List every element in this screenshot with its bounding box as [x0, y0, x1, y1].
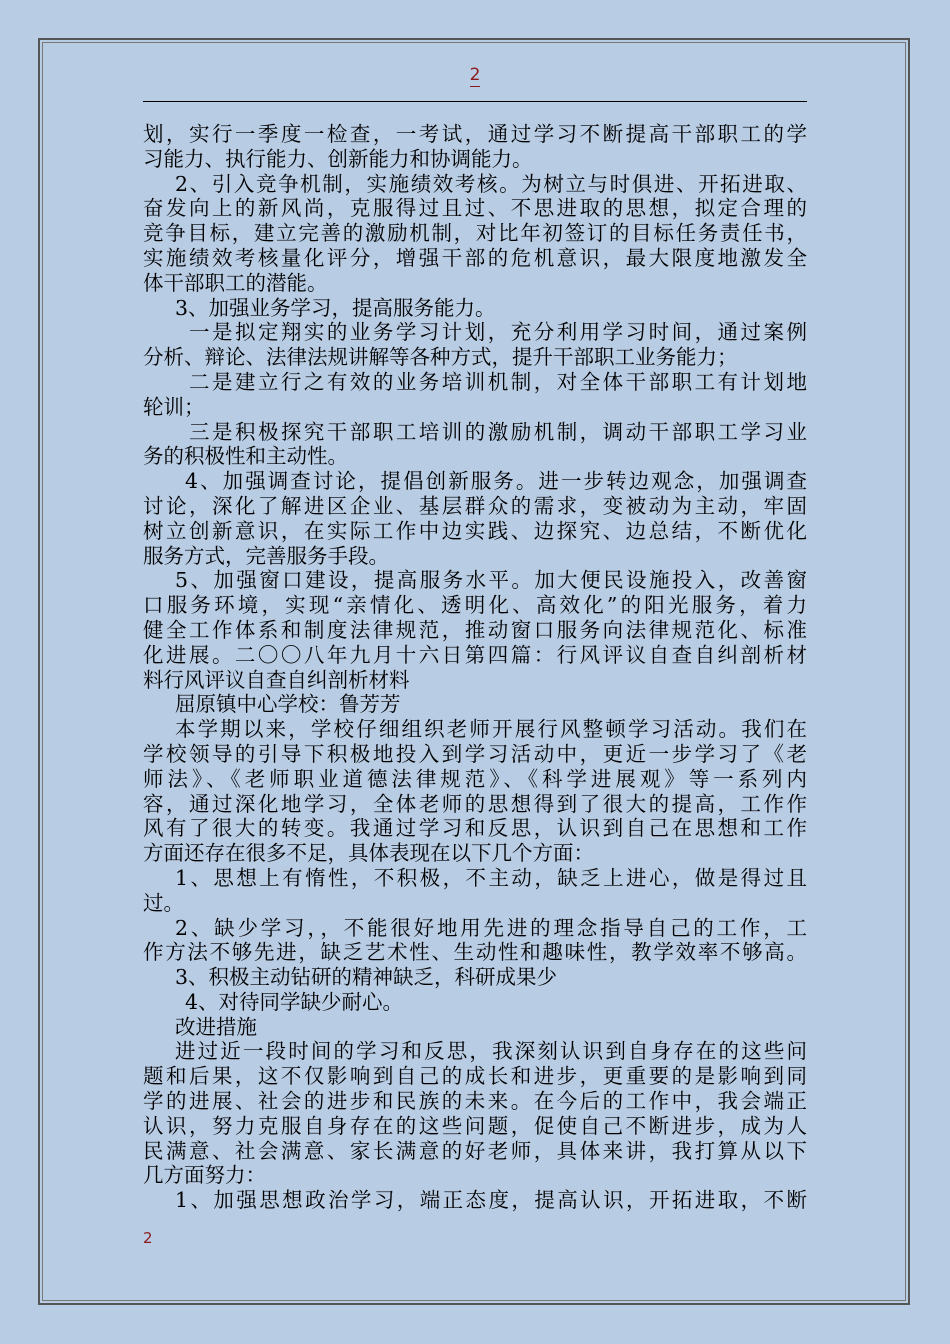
text-line: 习能力、执行能力、创新能力和协调能力。: [143, 146, 533, 171]
text-line: 二是建立行之有效的业务培训机制，对全体干部职工有计划地: [189, 369, 807, 394]
text-line: 方面还存在很多不足，具体表现在以下几个方面：: [143, 841, 594, 866]
text-line: 4、加强调查讨论，提倡创新服务。进一步转边观念，加强调查: [185, 469, 807, 494]
text-line: 奋发向上的新风尚，克服得过且过、不思进取的思想，拟定合理的: [143, 196, 807, 221]
text-line: 屈原镇中心学校：鲁芳芳: [175, 692, 401, 717]
footer-page-number: 2: [143, 1229, 153, 1247]
text-line: 务的积极性和主动性。: [143, 444, 348, 469]
text-line: 一是拟定翔实的业务学习计划，充分利用学习时间，通过案例: [189, 320, 807, 345]
text-line: 进过近一段时间的学习和反思，我深刻认识到自身存在的这些问: [175, 1039, 807, 1064]
text-line: 料行风评议自查自纠剖析材料: [143, 667, 410, 692]
document-body: [143, 122, 807, 1213]
text-line: 3、加强业务学习，提高服务能力。: [175, 295, 496, 320]
header-page-number-text: 2: [469, 65, 481, 85]
text-line: 健全工作体系和制度法律规范，推动窗口服务向法律规范化、标准: [143, 617, 807, 642]
text-line: 竞争目标，建立完善的激励机制，对比年初签订的目标任务责任书，: [143, 221, 807, 246]
text-line: 本学期以来，学校仔细组织老师开展行风整顿学习活动。我们在: [175, 717, 807, 742]
text-line: 5、加强窗口建设，提高服务水平。加大便民设施投入，改善窗: [175, 568, 807, 593]
text-line: 改进措施: [175, 1014, 257, 1039]
text-line: 化进展。二〇〇八年九月十六日第四篇：行风评议自查自纠剖析材: [143, 642, 807, 667]
text-line: 3、积极主动钻研的精神缺乏，科研成果少: [175, 965, 558, 990]
text-line: 4、对待同学缺少耐心。: [185, 989, 404, 1014]
text-line: 服务方式，完善服务手段。: [143, 543, 389, 568]
text-line: 体干部职工的潜能。: [143, 270, 328, 295]
text-line: 学的进展、社会的进步和民族的未来。在今后的工作中，我会端正: [143, 1089, 807, 1114]
text-line: 风有了很大的转变。我通过学习和反思，认识到自己在思想和工作: [143, 816, 807, 841]
text-line: 师法》、《老师职业道德法律规范》、《科学进展观》等一系列内: [143, 766, 807, 791]
text-line: 分析、辩论、法律法规讲解等各种方式，提升干部职工业务能力；: [143, 345, 738, 370]
text-line: 实施绩效考核量化评分，增强干部的危机意识，最大限度地激发全: [143, 245, 807, 270]
text-line: 作方法不够先进，缺乏艺术性、生动性和趣味性，教学效率不够高。: [143, 940, 807, 965]
text-line: 2、引入竞争机制，实施绩效考核。为树立与时俱进、开拓进取、: [175, 171, 807, 196]
text-line: 三是积极探究干部职工培训的激励机制，调动干部职工学习业: [189, 419, 807, 444]
text-line: 容，通过深化地学习，全体老师的思想得到了很大的提高，工作作: [143, 791, 807, 816]
text-line: 题和后果，这不仅影响到自己的成长和进步，更重要的是影响到同: [143, 1064, 807, 1089]
text-line: 1、加强思想政治学习，端正态度，提高认识，开拓进取，不断: [175, 1188, 807, 1213]
text-line: 树立创新意识，在实际工作中边实践、边探究、边总结，不断优化: [143, 518, 807, 543]
text-line: 划，实行一季度一检查，一考试，通过学习不断提高干部职工的学: [143, 122, 807, 146]
header-page-number: [0, 64, 950, 86]
text-line: 1、思想上有惰性，不积极，不主动，缺乏上进心，做是得过且: [175, 865, 807, 890]
text-line: 学校领导的引导下积极地投入到学习活动中，更近一步学习了《老: [143, 741, 807, 766]
text-line: 民满意、社会满意、家长满意的好老师，具体来讲，我打算从以下: [143, 1138, 807, 1163]
text-line: 轮训；: [143, 394, 205, 419]
text-line: 口服务环境，实现“亲情化、透明化、高效化”的阳光服务，着力: [143, 593, 807, 618]
text-line: 几方面努力：: [143, 1163, 266, 1188]
text-line: 过。: [143, 890, 184, 915]
header-divider: [143, 101, 807, 102]
text-line: 讨论，深化了解进区企业、基层群众的需求，变被动为主动，牢固: [143, 493, 807, 518]
text-line: 2、缺少学习，，不能很好地用先进的理念指导自己的工作，工: [175, 915, 807, 940]
text-line: 认识，努力克服自身存在的这些问题，促使自己不断进步，成为人: [143, 1113, 807, 1138]
